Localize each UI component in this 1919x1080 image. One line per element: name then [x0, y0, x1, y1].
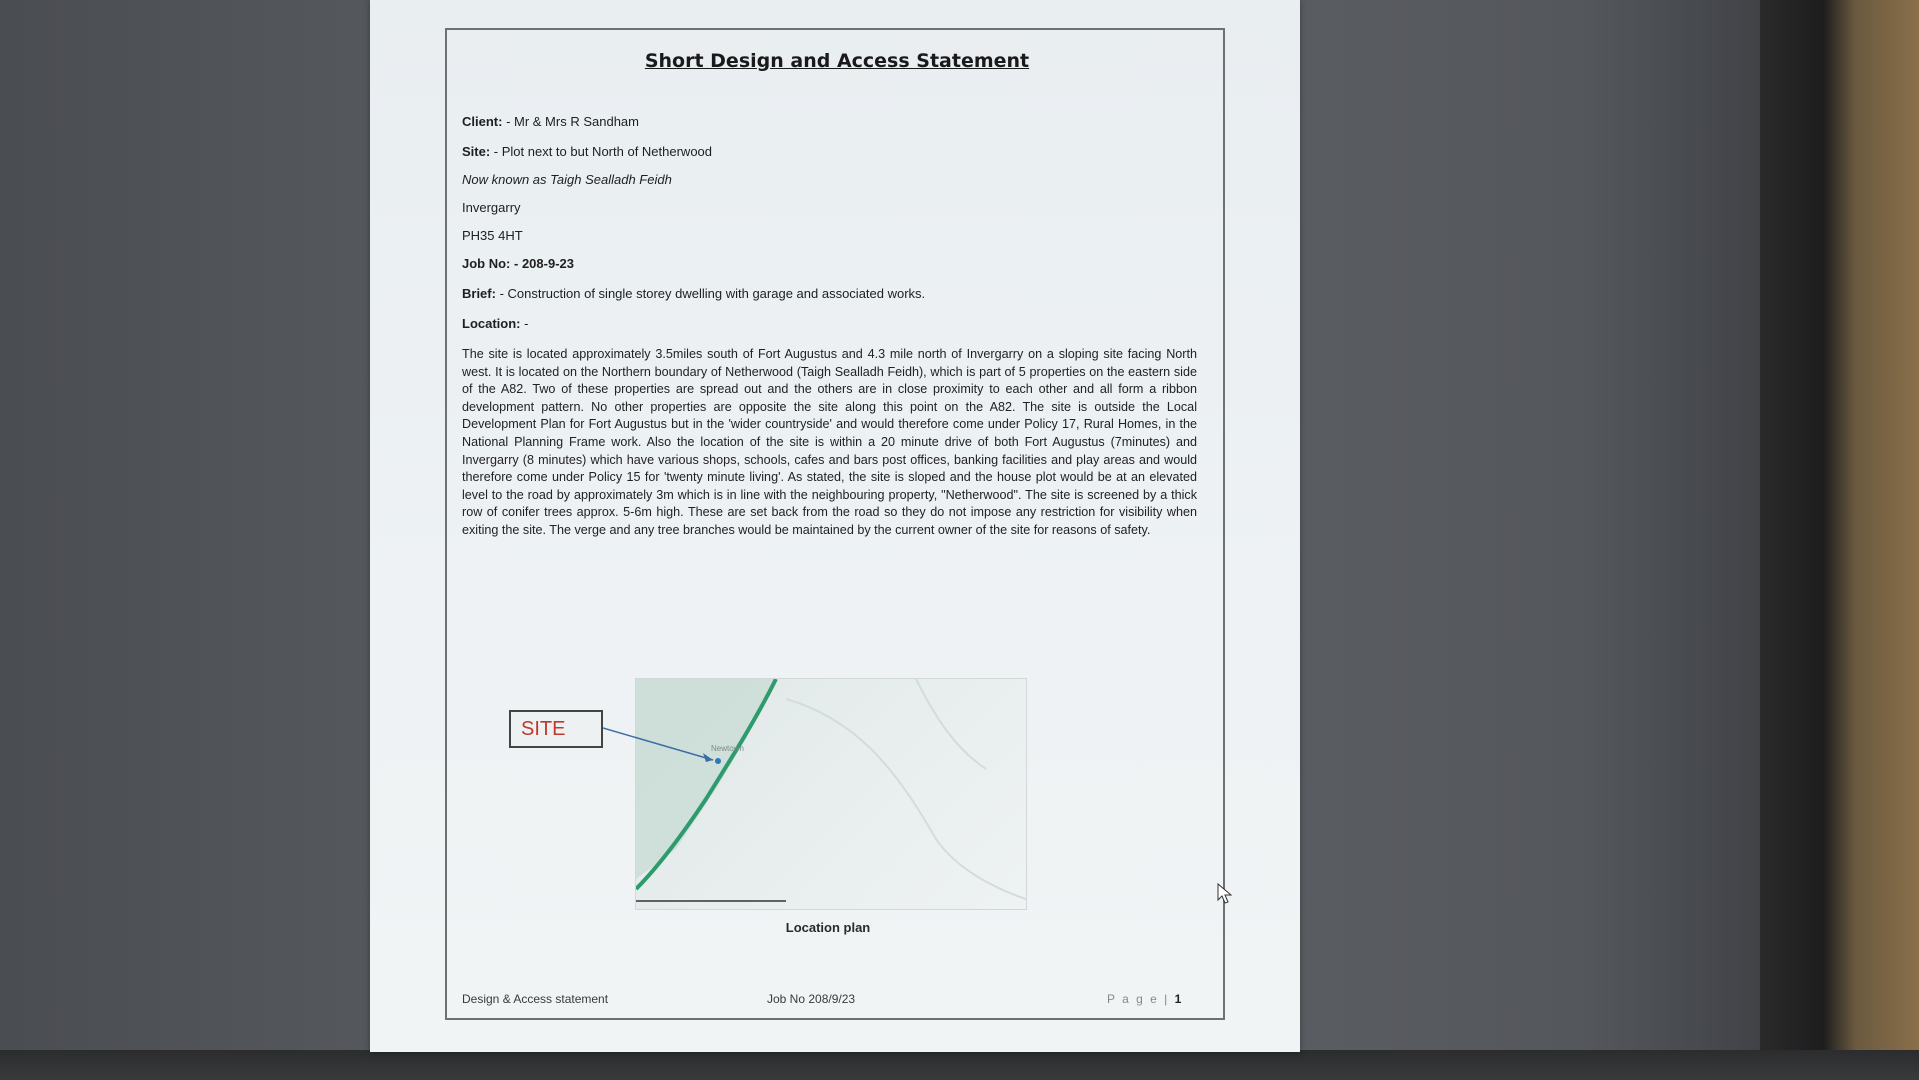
address-line-2: PH35 4HT — [462, 228, 523, 243]
document-title: Short Design and Access Statement — [644, 50, 1030, 72]
site-label: Site: — [462, 144, 491, 159]
footer-job-number: Job No 208/9/23 — [767, 992, 856, 1006]
brief-value: - Construction of single storey dwelling with garage and associated works. — [495, 286, 926, 301]
map-contour — [916, 679, 986, 769]
monitor-bezel-bottom — [0, 1050, 1919, 1080]
document-page — [370, 0, 1300, 1052]
map-place-label: Newtown — [711, 744, 744, 753]
location-value: - — [520, 316, 529, 331]
site-label-box: SITE — [509, 710, 603, 748]
footer-page-word: P a g e | — [1107, 992, 1170, 1006]
job-value: - 208-9-23 — [510, 256, 574, 271]
brief-line — [462, 286, 925, 301]
page-border — [445, 28, 1225, 1020]
footer-page-value: 1 — [1174, 992, 1182, 1006]
known-as-line: Now known as Taigh Sealladh Feidh — [462, 172, 672, 187]
map-graphic — [636, 679, 1026, 909]
site-line — [462, 144, 712, 159]
footer-page-number — [1107, 992, 1181, 1006]
site-value: - Plot next to but North of Netherwood — [490, 144, 713, 159]
client-line — [462, 114, 639, 129]
footer-left-text: Design & Access statement — [462, 992, 609, 1006]
client-value: - Mr & Mrs R Sandham — [502, 114, 639, 129]
mouse-cursor-icon — [1216, 882, 1236, 906]
location-line — [462, 316, 528, 331]
address-line-1: Invergarry — [462, 200, 521, 215]
location-description: The site is located approximately 3.5miles south of Fort Augustus and 4.3 mile north of Invergarry on a sloping site facing North west. It is located on the Northern boundary of Netherwood (Taigh Sealladh Feidh), which is part of 5 properties on the eastern side of the A82. Two of these properties are spread out and the others are in close proximity to each other and all form a ribbon development pattern. No other properties are opposite the site along this point on the A82. The site is outside the Local Development Plan for Fort Augustus but in the 'wider countryside' and would therefore come under Policy 17, Rural Homes, in the National Planning Frame work. Also the location of the site is within a 20 minute drive of both Fort Augustus (7minutes) and Invergarry (8 minutes) which have various shops, schools, cafes and bars post offices, banking facilities and play areas and would therefore come under Policy 15 for 'twenty minute living'. As stated, the site is sloped and the house plot would be at an elevated level to the road by approximately 3m which is in line with the neighbouring property, "Netherwood". The site is screened by a thick row of conifer trees approx. 5-6m high. These are set back from the road so they do not impose any restriction for visibility when exiting the site. The verge and any tree branches would be maintained by the current owner of the site for reasons of safety. — [462, 347, 1197, 537]
client-label: Client: — [462, 114, 503, 129]
screen-background-right — [1270, 0, 1790, 1050]
map-land-area — [636, 679, 776, 879]
location-map — [635, 678, 1027, 910]
job-label: Job No: — [462, 256, 511, 271]
job-line — [462, 256, 574, 271]
site-pointer-arrow — [603, 720, 723, 770]
monitor-bezel-right — [1760, 0, 1919, 1080]
map-caption: Location plan — [785, 920, 871, 935]
location-label: Location: — [462, 316, 521, 331]
brief-label: Brief: — [462, 286, 496, 301]
map-contour — [786, 699, 1026, 899]
